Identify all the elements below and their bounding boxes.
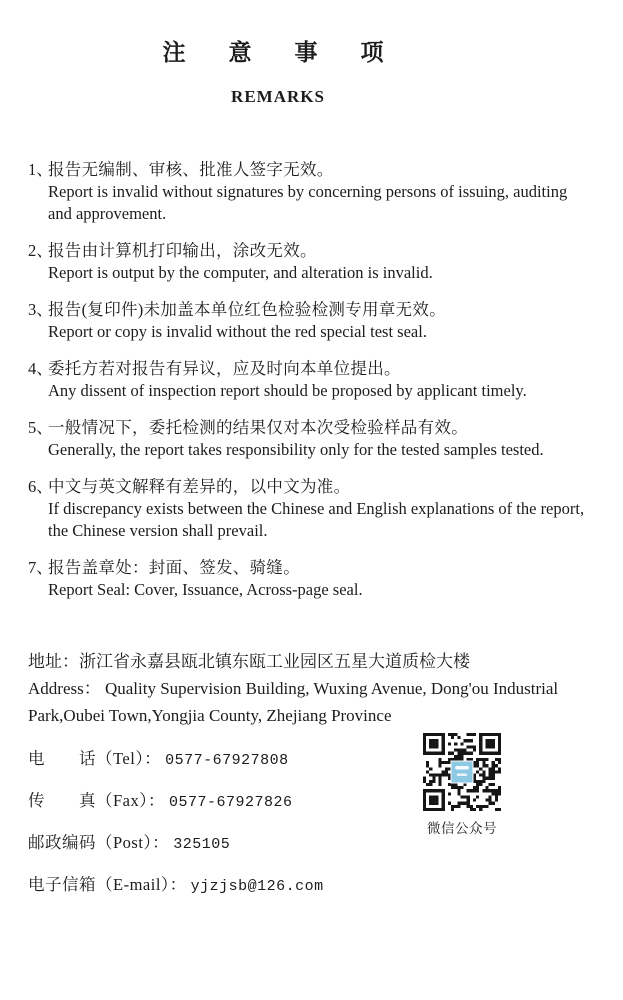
item-text-en: Report Seal: Cover, Issuance, Across-page seal. bbox=[48, 580, 363, 599]
item-text-en: Report is output by the computer, and alteration is invalid. bbox=[48, 263, 433, 282]
item-number: 2、 bbox=[28, 241, 53, 260]
notice-list bbox=[28, 159, 588, 601]
notice-item-7 bbox=[28, 557, 588, 601]
wechat-qr-code-icon bbox=[423, 733, 501, 811]
item-number: 6、 bbox=[28, 477, 53, 496]
notice-item-6 bbox=[28, 476, 588, 542]
wechat-qr-label: 微信公众号 bbox=[427, 821, 497, 836]
item-number: 3、 bbox=[28, 300, 53, 319]
item-number: 5、 bbox=[28, 418, 53, 437]
item-text-zh: 委托方若对报告有异议，应及时向本单位提出。 bbox=[48, 359, 401, 378]
item-number: 4、 bbox=[28, 359, 53, 378]
item-text-en: Report or copy is invalid without the red special test seal. bbox=[48, 322, 427, 341]
notice-item-4 bbox=[28, 358, 588, 402]
address-en: Address： Quality Supervision Building, Wuxing Avenue, Dong'ou Industrial Park,Oubei Town,Yongjia County, Zhejiang Province bbox=[28, 679, 559, 725]
item-text-en: Generally, the report takes responsibility only for the tested samples tested. bbox=[48, 440, 544, 459]
email-label: 电子信箱（E-mail）： bbox=[28, 875, 187, 894]
item-text-en: If discrepancy exists between the Chinese and English explanations of the report, the Chinese version shall prevail. bbox=[48, 499, 585, 540]
page-title-chinese: 注 意 事 项 bbox=[162, 40, 394, 65]
item-number: 1、 bbox=[28, 160, 53, 179]
notice-item-3 bbox=[28, 299, 588, 343]
contact-row-fax bbox=[28, 790, 588, 814]
item-text-zh: 报告盖章处：封面、签发、骑缝。 bbox=[48, 558, 300, 577]
contact-block bbox=[28, 748, 588, 898]
contact-row-post bbox=[28, 832, 588, 856]
contact-row-email bbox=[28, 874, 588, 898]
item-text-zh: 报告(复印件)未加盖本单位红色检验检测专用章无效。 bbox=[48, 300, 446, 319]
notice-item-1 bbox=[28, 159, 588, 225]
address-zh: 地址：浙江省永嘉县瓯北镇东瓯工业园区五星大道质检大楼 bbox=[28, 652, 470, 671]
item-text-zh: 中文与英文解释有差异的，以中文为准。 bbox=[48, 477, 351, 496]
tel-value: 0577-67927808 bbox=[165, 752, 289, 769]
notice-item-2 bbox=[28, 240, 588, 284]
fax-label: 传 真（Fax）： bbox=[28, 791, 165, 810]
tel-label: 电 话（Tel）： bbox=[28, 749, 162, 768]
item-text-zh: 报告由计算机打印输出，涂改无效。 bbox=[48, 241, 317, 260]
fax-value: 0577-67927826 bbox=[169, 794, 293, 811]
post-label: 邮政编码（Post）： bbox=[28, 833, 170, 852]
post-value: 325105 bbox=[173, 836, 231, 853]
item-text-zh: 一般情况下，委托检测的结果仅对本次受检验样品有效。 bbox=[48, 418, 468, 437]
item-text-en: Any dissent of inspection report should be proposed by applicant timely. bbox=[48, 381, 527, 400]
contact-row-tel bbox=[28, 748, 588, 772]
page-header bbox=[28, 34, 528, 107]
item-text-zh: 报告无编制、审核、批准人签字无效。 bbox=[48, 160, 334, 179]
page-title-english: REMARKS bbox=[231, 87, 325, 106]
address-block bbox=[28, 648, 588, 729]
item-number: 7、 bbox=[28, 558, 53, 577]
email-value: yjzjsb@126.com bbox=[190, 878, 324, 895]
wechat-qr-block bbox=[422, 733, 502, 837]
notice-item-5 bbox=[28, 417, 588, 461]
item-text-en: Report is invalid without signatures by concerning persons of issuing, auditing and approvement. bbox=[48, 182, 568, 223]
